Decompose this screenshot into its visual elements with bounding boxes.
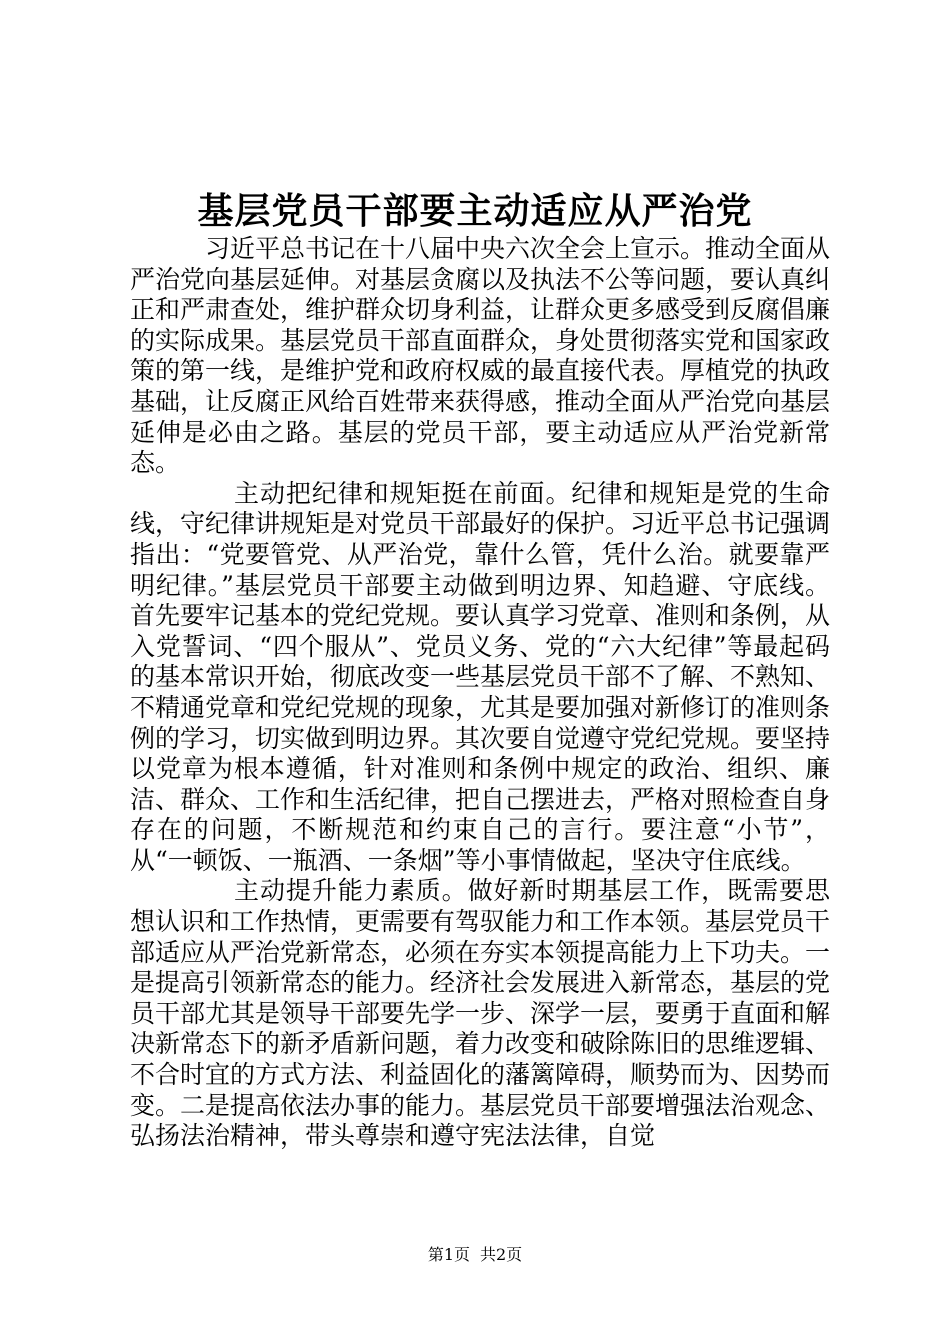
document-body (130, 234, 830, 1152)
paragraph: 习近平总书记在十八届中央六次全会上宣示。推动全面从严治党向基层延伸。对基层贪腐以及执法不公等问题，要认真纠正和严肃查处，维护群众切身利益，让群众更多感受到反腐倡廉的实际成果。基层党员干部直面群众，身处贯彻落实党和国家政策的第一线，是维护党和政府权威的最直接代表。厚植党的执政基础，让反腐正风给百姓带来获得感，推动全面从严治党向基层延伸是必由之路。基层的党员干部，要主动适应从严治党新常态。 (130, 234, 831, 478)
paragraph: 主动把纪律和规矩挺在前面。纪律和规矩是党的生命线，守纪律讲规矩是对党员干部最好的保护。习近平总书记强调指出：“党要管党、从严治党，靠什么管，凭什么治。就要靠严明纪律。”基层党员干部要主动做到明边界、知趋避、守底线。首先要牢记基本的党纪党规。要认真学习党章、准则和条例，从入党誓词、“四个服从”、党员义务、党的“六大纪律”等最起码的基本常识开始，彻底改变一些基层党员干部不了解、不熟知、不精通党章和党纪党规的现象，尤其是要加强对新修订的准则条例的学习，切实做到明边界。其次要自觉遵守党纪党规。要坚持以党章为根本遵循，针对准则和条例中规定的政治、组织、廉洁、群众、工作和生活纪律，把自己摆进去，严格对照检查自身存在的问题，不断规范和约束自己的言行。要注意“小节”，从“一顿饭、一瓶酒、一条烟”等小事情做起，坚决守住底线。 (130, 478, 831, 875)
document-title: 基层党员干部要主动适应从严治党 (197, 190, 753, 232)
page-footer (0, 1244, 950, 1266)
page-total: 共2页 (480, 1245, 523, 1264)
paragraph: 主动提升能力素质。做好新时期基层工作，既需要思想认识和工作热情，更需要有驾驭能力和工作本领。基层党员干部适应从严治党新常态，必须在夯实本领提高能力上下功夫。一是提高引领新常态的能力。经济社会发展进入新常态，基层的党员干部尤其是领导干部要先学一步、深学一层，要勇于直面和解决新常态下的新矛盾新问题，着力改变和破除陈旧的思维逻辑、不合时宜的方式方法、利益固化的藩篱障碍，顺势而为、因势而变。二是提高依法办事的能力。基层党员干部要增强法治观念、弘扬法治精神，带头尊崇和遵守宪法法律，自觉 (130, 876, 831, 1151)
page-number: 第1页 (427, 1245, 470, 1264)
